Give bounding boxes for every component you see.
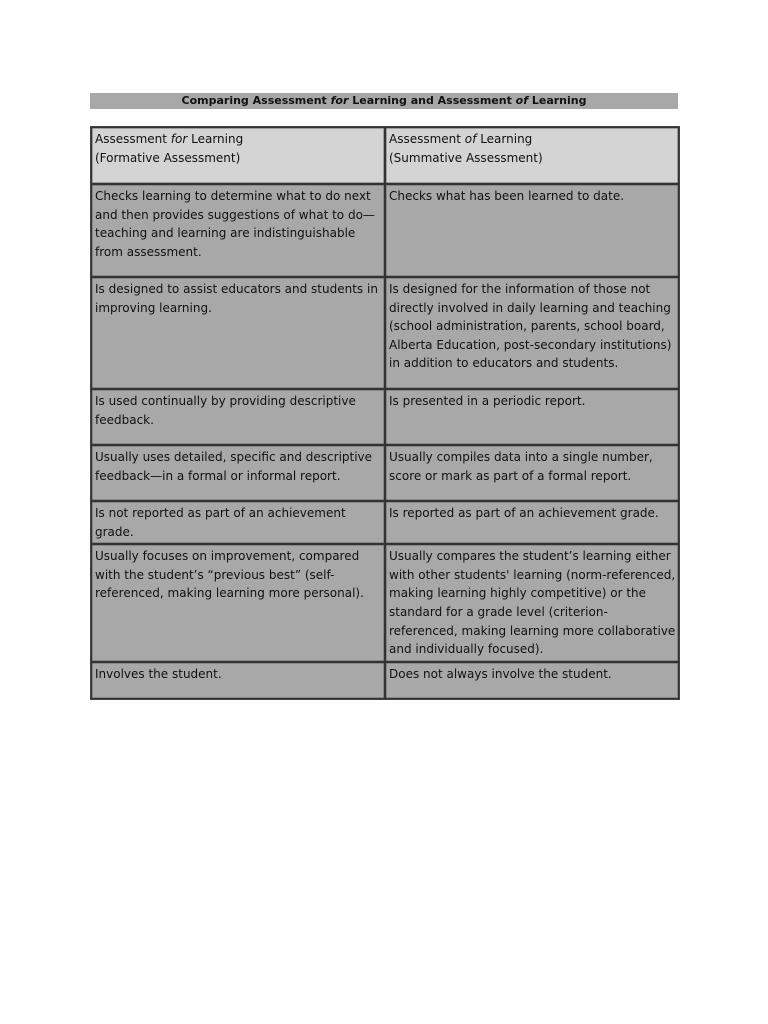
header-cell-formative <box>91 127 385 184</box>
table-row <box>91 501 679 544</box>
title-text-2: Learning and Assessment <box>348 94 516 107</box>
header-summative-italic: of <box>464 132 477 146</box>
summative-cell: Usually compiles data into a single number, score or mark as part of a formal report. <box>385 445 679 501</box>
table-row <box>91 389 679 445</box>
title-italic-for: for <box>330 94 349 107</box>
formative-cell: Is not reported as part of an achievement grade. <box>91 501 385 544</box>
header-summative-title <box>389 130 676 149</box>
title-text-3: Learning <box>528 94 587 107</box>
summative-cell: Checks what has been learned to date. <box>385 184 679 277</box>
title-italic-of: of <box>515 94 529 107</box>
document-title <box>90 93 678 109</box>
header-formative-subtitle: (Formative Assessment) <box>95 150 241 165</box>
header-formative-title <box>95 130 382 149</box>
formative-cell: Usually uses detailed, specific and descriptive feedback—in a formal or informal report. <box>91 445 385 501</box>
summative-cell: Is presented in a periodic report. <box>385 389 679 445</box>
formative-cell: Is used continually by providing descriptive feedback. <box>91 389 385 445</box>
formative-cell: Is designed to assist educators and students in improving learning. <box>91 277 385 389</box>
comparison-table <box>90 126 680 700</box>
formative-cell: Usually focuses on improvement, compared with the student’s “previous best” (self-referenced, making learning more personal). <box>91 544 385 662</box>
table-row <box>91 277 679 389</box>
table-row <box>91 445 679 501</box>
header-cell-summative <box>385 127 679 184</box>
title-text-1: Comparing Assessment <box>181 94 331 107</box>
header-formative-text-a: Assessment <box>95 132 171 146</box>
table-row <box>91 184 679 277</box>
formative-cell: Involves the student. <box>91 662 385 699</box>
table-row <box>91 544 679 662</box>
table-row <box>91 662 679 699</box>
header-formative-italic: for <box>170 132 188 146</box>
header-formative-text-b: Learning <box>187 132 244 146</box>
header-summative-text-b: Learning <box>476 132 533 146</box>
summative-cell: Does not always involve the student. <box>385 662 679 699</box>
header-summative-text-a: Assessment <box>389 132 465 146</box>
summative-cell: Usually compares the student’s learning either with other students' learning (norm-referenced, making learning highly competitive) or the standard for a grade level (criterion-referenced, making learning more collaborative and individually focused). <box>385 544 679 662</box>
summative-cell: Is designed for the information of those not directly involved in daily learning and teaching (school administration, parents, school board, Alberta Education, post-secondary institutions) in addition to educators and students. <box>385 277 679 389</box>
summative-cell: Is reported as part of an achievement grade. <box>385 501 679 544</box>
table-header-row <box>91 127 679 184</box>
formative-cell: Checks learning to determine what to do next and then provides suggestions of what to do—teaching and learning are indistinguishable from assessment. <box>91 184 385 277</box>
header-summative-subtitle: (Summative Assessment) <box>389 150 543 165</box>
